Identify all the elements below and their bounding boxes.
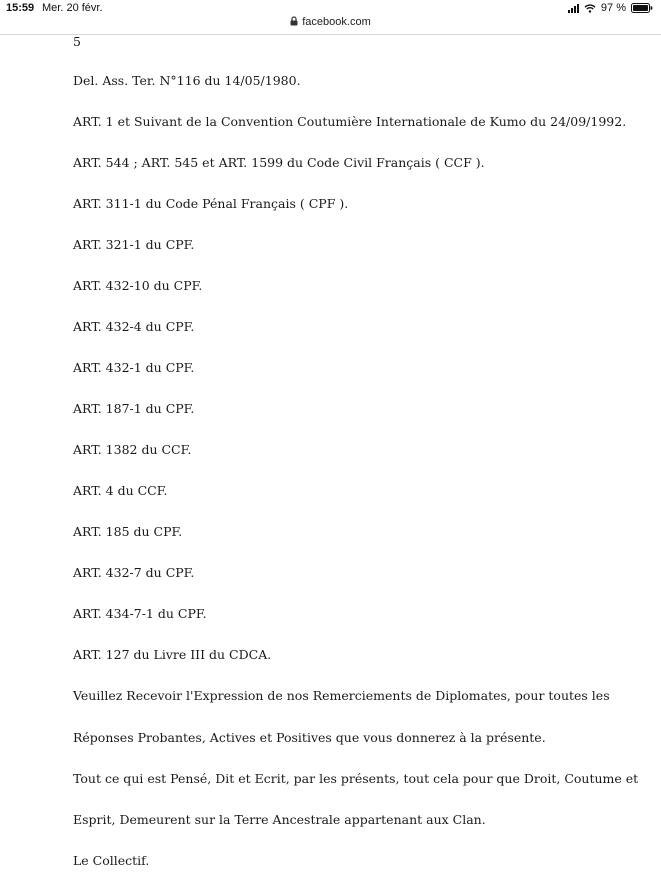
url-text[interactable]: facebook.com [302,16,371,28]
doc-line: ART. 432-1 du CPF. [73,360,195,375]
doc-line: ART. 434-7-1 du CPF. [73,606,207,621]
wifi-icon [584,4,596,13]
doc-line: Veuillez Recevoir l'Expression de nos Remerciements de Diplomates, pour toutes les [73,688,610,703]
doc-line: Del. Ass. Ter. N°116 du 14/05/1980. [73,73,301,88]
doc-line: ART. 1 et Suivant de la Convention Coutumière Internationale de Kumo du 24/09/1992. [73,114,627,129]
address-bar-divider [0,34,661,35]
doc-line: ART. 311-1 du Code Pénal Français ( CPF ). [73,196,349,211]
doc-signature: Le Collectif. [73,853,150,868]
doc-line: ART. 321-1 du CPF. [73,237,195,252]
status-indicators [568,2,653,14]
battery-icon [631,3,653,13]
doc-line: ART. 432-4 du CPF. [73,319,195,334]
doc-line: ART. 185 du CPF. [73,524,183,539]
doc-line: ART. 1382 du CCF. [73,442,192,457]
status-date: Mer. 20 févr. [42,2,103,14]
doc-line: ART. 4 du CCF. [73,483,168,498]
address-bar[interactable] [0,16,661,34]
doc-line: ART. 544 ; ART. 545 et ART. 1599 du Code Civil Français ( CCF ). [73,155,485,170]
doc-line: ART. 432-7 du CPF. [73,565,195,580]
lock-icon [290,16,298,29]
doc-line: ART. 127 du Livre III du CDCA. [73,647,272,662]
status-bar [0,0,661,17]
signal-icon [568,4,579,13]
status-time: 15:59 [6,2,35,14]
doc-line: ART. 187-1 du CPF. [73,401,195,416]
page-number: 5 [73,34,81,49]
doc-line: Tout ce qui est Pensé, Dit et Ecrit, par les présents, tout cela pour que Droit, Coutume et [73,771,639,786]
doc-line: Réponses Probantes, Actives et Positives que vous donnerez à la présente. [73,730,546,745]
doc-line: ART. 432-10 du CPF. [73,278,203,293]
battery-percent: 97 % [600,2,626,14]
doc-line: Esprit, Demeurent sur la Terre Ancestrale appartenant aux Clan. [73,812,486,827]
